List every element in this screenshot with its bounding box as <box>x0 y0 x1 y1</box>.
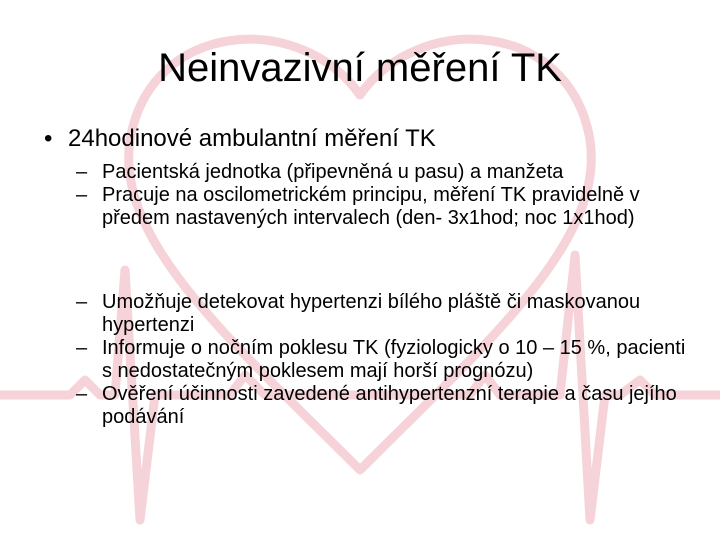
bullet-marker: • <box>44 125 53 152</box>
dash-marker: – <box>76 291 88 313</box>
sub-bullet-text: Pacientská jednotka (připevněná u pasu) a manžeta <box>102 161 564 183</box>
sub-bullet-group-1 <box>76 161 686 230</box>
bullet-main <box>44 124 436 154</box>
sub-bullet-text: Pracuje na oscilometrickém principu, měření TK pravidelně v předem nastavených intervalech (den- 3x1hod; noc 1x1hod) <box>102 184 640 229</box>
sub-bullet-item <box>76 383 686 429</box>
sub-bullet-text: Umožňuje detekovat hypertenzi bílého pláště či maskovanou hypertenzi <box>102 291 641 336</box>
sub-bullet-item <box>76 161 686 184</box>
sub-bullet-text: Ověření účinnosti zavedené antihypertenzní terapie a času jejího podávání <box>102 383 677 428</box>
dash-marker: – <box>76 337 88 359</box>
sub-bullet-text: Informuje o nočním poklesu TK (fyziologicky o 10 – 15 %, pacienti s nedostatečným poklesem mají horší prognózu) <box>102 337 686 382</box>
bullet-main-text: 24hodinové ambulantní měření TK <box>68 125 436 152</box>
slide-title: Neinvazivní měření TK <box>158 46 562 90</box>
dash-marker: – <box>76 161 88 183</box>
sub-bullet-item <box>76 184 686 230</box>
sub-bullet-group-2 <box>76 291 686 429</box>
sub-bullet-item <box>76 291 686 337</box>
sub-bullet-item <box>76 337 686 383</box>
dash-marker: – <box>76 383 88 405</box>
dash-marker: – <box>76 184 88 206</box>
